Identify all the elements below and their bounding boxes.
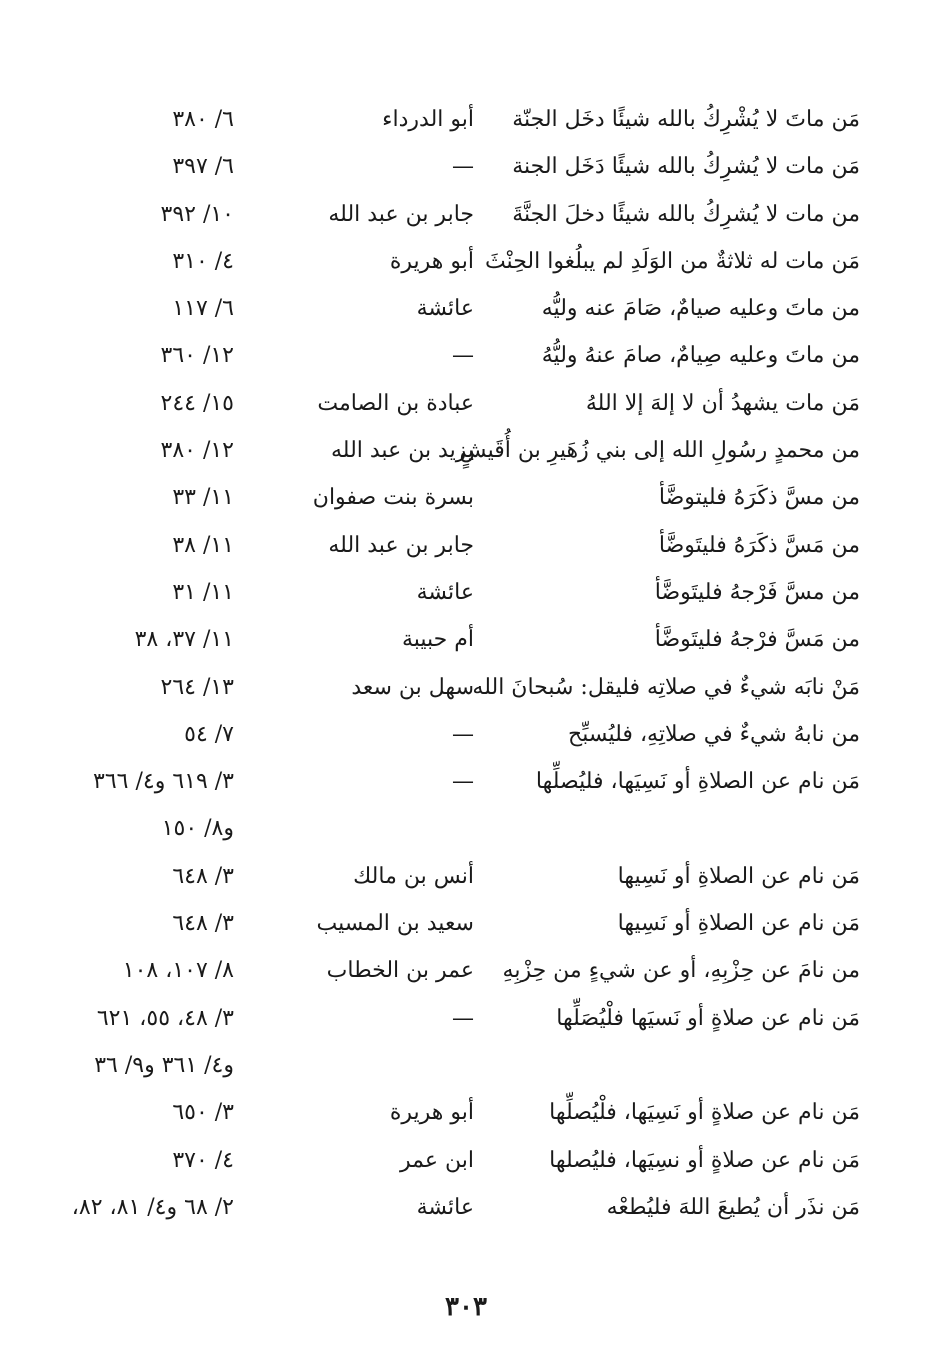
hadith-text: من ماتَ وعليه صيامٌ، صَامَ عنه وليُّه (541, 296, 860, 322)
reference: ٣/ ٦١٩ و٤/ ٣٦٦ (93, 769, 234, 795)
hadith-text: مَن مات له ثلاثةٌ من الوَلَدِ لم يبلُغوا الحِنْثَ (484, 248, 860, 274)
narrator-name: — (452, 343, 474, 369)
index-row (0, 143, 932, 190)
reference: و٨/ ١٥٠ (161, 816, 234, 842)
reference: ٤/ ٣١٠ (172, 248, 234, 274)
reference: ٦/ ٣٩٧ (172, 154, 234, 180)
index-row (0, 96, 932, 143)
narrator-name: جابر بن عبد الله (328, 532, 474, 558)
reference: ١١/ ٣١ (172, 579, 234, 605)
hadith-text: مَن نام عن الصلاةِ أو نَسِيها (617, 863, 860, 889)
narrator-name: أم حبيبة (401, 627, 474, 653)
hadith-text: من مَسَّ ذكَرَهُ فليتَوضَّأ (658, 532, 860, 558)
reference: ٨/ ١٠٧، ١٠٨ (122, 958, 234, 984)
narrator-name: ابن عمر (400, 1147, 474, 1173)
reference: ١١/ ٣٨ (172, 532, 234, 558)
narrator-name: أبو هريرة (389, 248, 474, 274)
hadith-text: من نامَ عن حِزْبِهِ، أو عن شيءٍ من حِزْبِهِ (502, 958, 860, 984)
hadith-text: مَن مات لا يُشرِكُ بالله شيئًا دَخَل الجنة (512, 154, 860, 180)
index-row (0, 900, 932, 947)
hadith-index-table (0, 96, 932, 1231)
narrator-name: — (452, 154, 474, 180)
reference: ٤/ ٣٧٠ (172, 1147, 234, 1173)
reference: ١٢/ ٣٨٠ (160, 438, 234, 464)
hadith-text: مَنْ نابَه شيءٌ في صلاتِه فليقل: سُبحانَ الله (472, 674, 860, 700)
index-row (0, 569, 932, 616)
reference: و٤/ ٣٦١ و٩/ ٣٦ (94, 1052, 234, 1078)
hadith-text: مَن نام عن صلاةٍ أو نَسِيَها، فلْيُصلِّها (549, 1100, 860, 1126)
reference: ٢/ ٦٨ و٤/ ٨١، ٨٢، (71, 1194, 234, 1220)
reference: ٣/ ٦٤٨ (172, 863, 234, 889)
index-row (0, 285, 932, 332)
index-row (0, 805, 932, 852)
reference: ١٥/ ٢٤٤ (160, 390, 234, 416)
hadith-text: مَن نذَر أن يُطيعَ اللهَ فليُطعْه (606, 1194, 860, 1220)
index-row (0, 711, 932, 758)
hadith-text: من مات لا يُشرِكُ بالله شيئًا دخلَ الجنَّةَ (512, 201, 860, 227)
narrator-name: — (452, 721, 474, 747)
index-row (0, 1184, 932, 1231)
hadith-text: مَن مات يشهدُ أن لا إلهَ إلا اللهُ (585, 390, 860, 416)
index-row (0, 1137, 932, 1184)
narrator-name: عائشة (416, 296, 474, 322)
reference: ١١/ ٣٣ (172, 485, 234, 511)
narrator-name: بسرة بنت صفوان (312, 485, 474, 511)
reference: ٣/ ٦٤٨ (172, 911, 234, 937)
reference: ٣/ ٦٥٠ (172, 1100, 234, 1126)
index-row (0, 522, 932, 569)
index-row (0, 238, 932, 285)
index-row (0, 332, 932, 379)
reference: ١١/ ٣٧، ٣٨ (134, 627, 234, 653)
index-row (0, 191, 932, 238)
narrator-name: أنس بن مالك (353, 863, 474, 889)
index-row (0, 758, 932, 805)
index-row (0, 474, 932, 521)
hadith-text: مَن ماتَ لا يُشْرِكُ بالله شيئًا دخَل الجنّة (512, 107, 860, 132)
index-row (0, 947, 932, 994)
hadith-text: من محمدٍ رسُولِ الله إلى بني زُهَيرِ بن أُقَيشٍ (459, 438, 860, 464)
hadith-text: مَن نام عن صلاةٍ أو نسِيَها، فليُصلها (549, 1147, 860, 1173)
hadith-text: من نابهُ شيءٌ في صلاتِهِ، فليُسبِّح (568, 721, 860, 747)
hadith-text: مَن نام عن الصلاةِ أو نَسِيَها، فليُصلِّها (535, 769, 860, 795)
reference: ١٠/ ٣٩٢ (160, 201, 234, 227)
index-row (0, 380, 932, 427)
reference: ٦/ ٣٨٠ (172, 107, 234, 132)
hadith-text: من مَسَّ فرْجهُ فليتَوضَّأ (654, 627, 860, 653)
narrator-name: عائشة (416, 579, 474, 605)
index-row (0, 616, 932, 663)
narrator-name: — (452, 1005, 474, 1031)
index-row (0, 995, 932, 1042)
hadith-text: مَن نام عن صلاةٍ أو نَسيَها فلْيُصَلِّها (556, 1005, 860, 1031)
hadith-text: من مسَّ ذكَرَهُ فليتوضَّأ (658, 485, 860, 511)
reference: ١٣/ ٢٦٤ (160, 674, 234, 700)
reference: ١٢/ ٣٦٠ (160, 343, 234, 369)
narrator-name: عمر بن الخطاب (326, 958, 474, 984)
narrator-name: أبو الدرداء (382, 107, 474, 132)
index-row (0, 427, 932, 474)
hadith-text: من مسَّ فَرْجهُ فليتَوضَّأ (654, 579, 860, 605)
index-row (0, 664, 932, 711)
narrator-name: سهل بن سعد (351, 674, 474, 700)
narrator-name: سعيد بن المسيب (316, 911, 474, 937)
hadith-text: مَن نام عن الصلاةِ أو نَسِيها (617, 911, 860, 937)
hadith-text: من ماتَ وعليه صِيامٌ، صامَ عنهُ وليُّهُ (541, 343, 860, 369)
index-row (0, 1042, 932, 1089)
reference: ٣/ ٤٨، ٥٥، ٦٢١ (96, 1005, 234, 1031)
page-number: ٣٠٣ (445, 1292, 487, 1322)
index-row (0, 1089, 932, 1136)
narrator-name: أبو هريرة (389, 1100, 474, 1126)
reference: ٦/ ١١٧ (172, 296, 234, 322)
narrator-name: — (452, 769, 474, 795)
index-row (0, 853, 932, 900)
reference: ٧/ ٥٤ (184, 721, 234, 747)
narrator-name: يزيد بن عبد الله (331, 438, 474, 464)
narrator-name: عبادة بن الصامت (317, 390, 474, 416)
narrator-name: عائشة (416, 1194, 474, 1220)
narrator-name: جابر بن عبد الله (328, 201, 474, 227)
